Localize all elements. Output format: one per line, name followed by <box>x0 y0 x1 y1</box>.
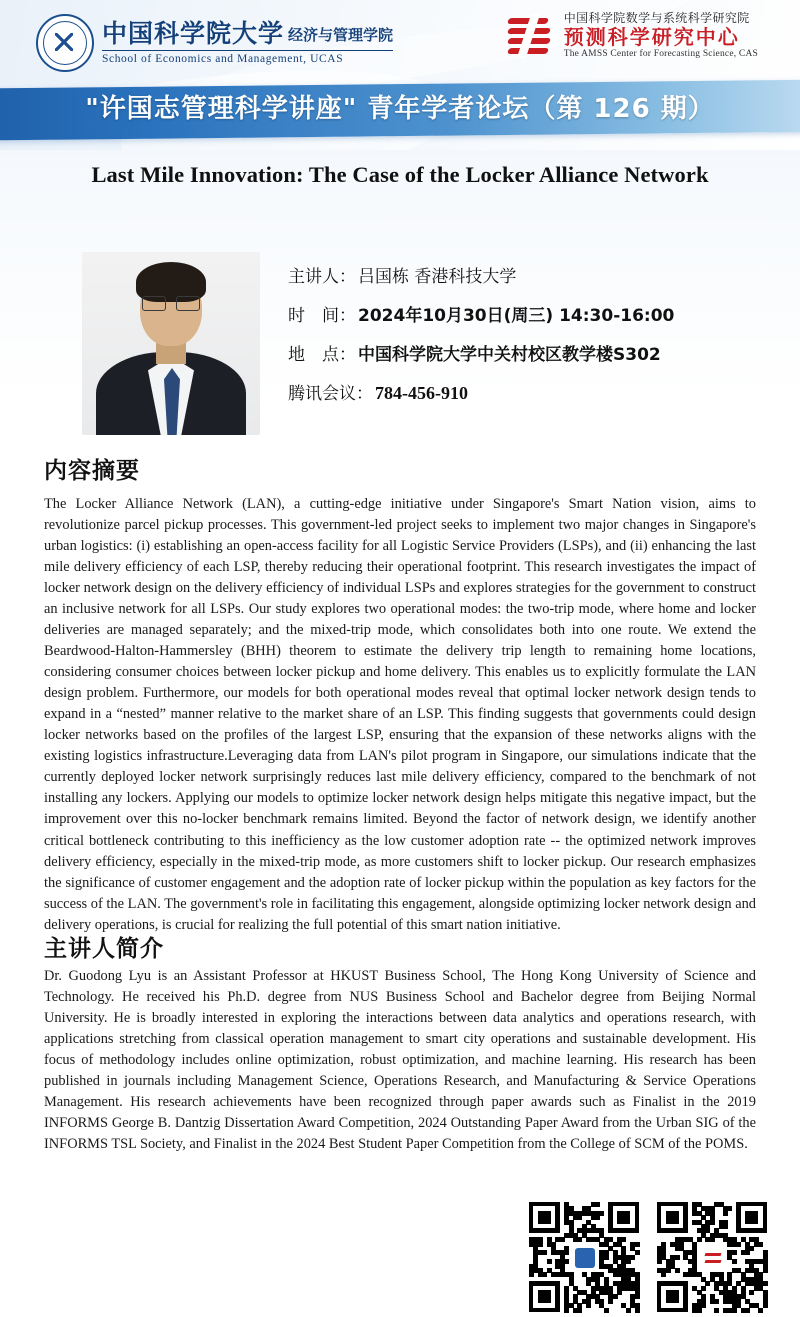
amss-logo-cn-line2: 预测科学研究中心 <box>563 24 740 49</box>
ucas-logo-cn-name <box>102 21 393 47</box>
event-detail-speaker <box>288 262 758 287</box>
qr-code-sem-ucas-image <box>529 1202 639 1312</box>
qr-logo-red-badge <box>703 1248 723 1268</box>
amss-logo-cn-line1: 中国科学院数学与系统科学研究院 <box>563 11 750 25</box>
portrait-glasses <box>142 296 200 310</box>
event-detail-meeting-value: 784-456-910 <box>375 383 468 403</box>
ucas-seal-icon <box>36 14 94 72</box>
qr-logo-blue-badge <box>575 1248 595 1268</box>
qr-code-forecasting-center-image <box>657 1202 767 1312</box>
event-detail-meeting-id <box>288 379 758 404</box>
ucas-logo-text <box>102 21 393 64</box>
ucas-logo-cn-sub: 经济与管理学院 <box>288 26 394 45</box>
abstract-heading: 内容摘要 <box>44 458 140 484</box>
event-detail-speaker-value: 吕国栋 香港科技大学 <box>358 267 517 287</box>
event-detail-time <box>288 301 758 326</box>
ucas-logo-en-name: School of Economics and Management, UCAS <box>102 50 393 65</box>
ucas-logo-cn-main: 中国科学院大学 <box>102 19 285 49</box>
amss-forecasting-logo <box>504 12 758 60</box>
qr-code-sem-ucas[interactable] <box>524 1197 644 1317</box>
event-detail-venue <box>288 340 758 365</box>
event-detail-venue-value: 中国科学院大学中关村校区教学楼S302 <box>358 345 661 365</box>
ucas-sem-logo <box>36 14 393 72</box>
qr-code-forecasting-center-logo <box>698 1243 728 1273</box>
event-detail-time-value: 2024年10月30日(周三) 14:30-16:00 <box>358 306 675 326</box>
amss-wave-icon <box>504 14 554 58</box>
event-detail-time-label: 时 间： <box>288 306 356 326</box>
speaker-portrait <box>82 252 260 435</box>
forum-series-title: "许国志管理科学讲座" 青年学者论坛（第 126 期） <box>85 94 715 124</box>
event-details <box>288 262 758 418</box>
event-detail-meeting-label: 腾讯会议： <box>288 384 373 404</box>
event-detail-speaker-label: 主讲人： <box>288 267 356 287</box>
event-detail-venue-label: 地 点： <box>288 345 356 365</box>
bio-heading: 主讲人简介 <box>44 936 164 962</box>
bio-body: Dr. Guodong Lyu is an Assistant Professor at HKUST Business School, The Hong Kong University of Science and Technology. He received his Ph.D. degree from NUS Business School and Bachelor degree from Beijing Normal University. He is broadly interested in exploring the interactions between data analytics and operations research, with applications stretching from classical operation management to smart city operations and sustainable development. His focus of methodology includes online optimization, robust optimization, and machine learning. His research has been published in journals including Management Science, Operations Research, and Manufacturing & Service Operations Management. His research achievements have been recognized through paper awards such as Finalist in the 2019 INFORMS George B. Dantzig Dissertation Award Competition, 2024 Outstanding Paper Award from the Urban SIG of the INFORMS TSL Society, and Finalist in the 2024 Best Student Paper Competition from the College of SCM of the POMS. <box>44 968 756 1153</box>
amss-logo-en-line: The AMSS Center for Forecasting Science, CAS <box>563 48 758 59</box>
talk-title-english: Last Mile Innovation: The Case of the Locker Alliance Network <box>91 162 709 187</box>
qr-code-forecasting-center[interactable] <box>652 1197 772 1317</box>
abstract-body: The Locker Alliance Network (LAN), a cutting-edge initiative under Singapore's Smart Nation vision, aims to revolutionize parcel pickup processes. This government-led project seeks to implement two major changes in Singapore's urban logistics: (i) establishing an open-access facility for all Logistic Service Providers (LSPs), and (ii) enhancing the last mile delivery efficiency of each LSP, thereby reducing their operational footprint. This research investigates the impact of locker network design on the delivery efficiency of individual LSPs and explores strategies for the government to construct an inclusive network for all LSPs. Our study explores two operational modes: the two-trip mode, where home and locker deliveries are managed separately; and the mixed-trip mode, which consolidates both into one route. We extend the Beardwood-Halton-Hammersley (BHH) theorem to estimate the delivery trip length to remaining home locations, considering consumer choices between locker pickup and home delivery. This enables us to explicitly formulate the LAN design problem. Furthermore, our models for both operational modes reveal that optimal locker network design tends to expand in a “nested” manner relative to the market share of an LSP. This finding suggests that governments could design locker networks based on the profiles of the largest LSP, ensuring that the expansion of these networks aligns with the existing logistics infrastructure.Leveraging data from LAN's pilot program in Singapore, our simulations indicate that the currently deployed locker network surprisingly reduces last mile delivery efficiency, compared to the benchmark of not installing any lockers. Applying our models to optimize locker network design helps mitigate this negative impact, but the improvement over this no-locker benchmark remains limited. Beyond the factor of network design, we identify another critical bottleneck contributing to this inefficiency as the low customer adoption rate -- the optimized network improves delivery efficiency, especially in the mixed-trip mode, as more customers shift to locker pickup. Our research emphasizes the significance of customer engagement and the adoption rate of locker pickup within the population as key factors for the success of the LAN. The government's role in facilitating this engagement, alongside optimizing locker network design and delivery operations, is crucial for realizing the full potential of this smart nation initiative. <box>44 496 756 933</box>
qr-code-sem-ucas-logo <box>570 1243 600 1273</box>
amss-logo-text <box>564 12 758 60</box>
